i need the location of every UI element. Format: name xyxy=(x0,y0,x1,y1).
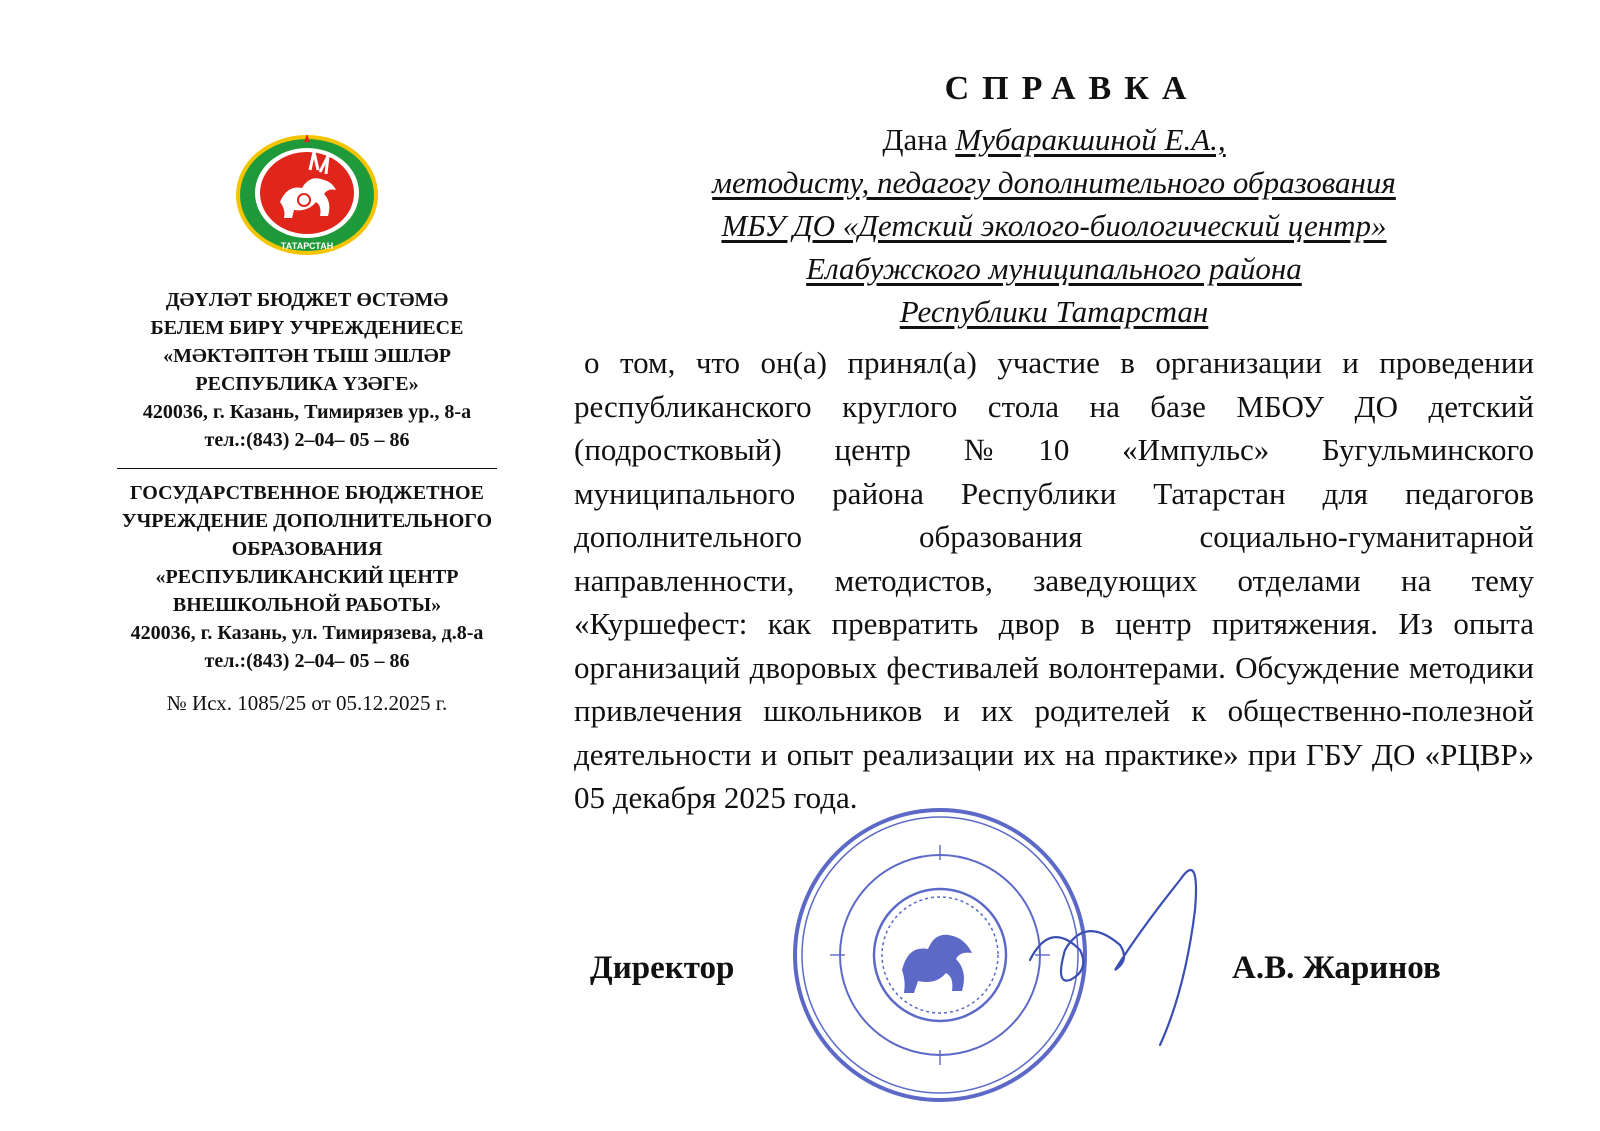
signer-position: Директор xyxy=(590,950,735,986)
given-prefix: Дана xyxy=(882,122,956,157)
russian-org-line: ВНЕШКОЛЬНОЙ РАБОТЫ» xyxy=(172,594,442,616)
divider xyxy=(117,468,497,469)
russian-org-line: ОБРАЗОВАНИЯ xyxy=(231,538,383,560)
recipient-line: МБУ ДО «Детский эколого-биологический центр» xyxy=(721,208,1387,243)
russian-phone: тел.:(843) 2–04– 05 – 86 xyxy=(204,650,410,672)
russian-address: 420036, г. Казань, ул. Тимирязева, д.8-а xyxy=(130,622,484,644)
svg-text:ТАТАРСТАН: ТАТАРСТАН xyxy=(280,241,334,251)
recipient-name-row xyxy=(574,118,1534,161)
tatarstan-emblem-icon xyxy=(232,130,382,260)
tatar-org-line: БЕЛЕМ БИРҮ УЧРЕЖДЕНИЕСЕ xyxy=(150,317,464,339)
tatar-address: 420036, г. Казань, Тимирязев ур., 8-а xyxy=(142,401,472,423)
recipient-line: Елабужского муниципального района xyxy=(806,251,1302,286)
russian-org-line: УЧРЕЖДЕНИЕ ДОПОЛНИТЕЛЬНОГО xyxy=(121,510,493,532)
tatar-org-line: РЕСПУБЛИКА ҮЗӘГЕ» xyxy=(195,373,419,395)
russian-org-line: «РЕСПУБЛИКАНСКИЙ ЦЕНТР xyxy=(155,566,459,588)
tatar-org-line: ДӘҮЛӘТ БЮДЖЕТ ӨСТӘМӘ xyxy=(165,289,449,311)
director-signature xyxy=(1010,820,1230,1060)
russian-org-line: ГОСУДАРСТВЕННОЕ БЮДЖЕТНОЕ xyxy=(130,482,484,504)
certificate-body: о том, что он(а) принял(а) участие в организации и проведении республиканского круглого стола на базе МБОУ ДО детский (подростковый) центр №10 «Импульс» Бугульминского муниципального района Республики Татарстан для педагогов дополнительного образования социально-гуманитарной направленности, методистов, заведующих отделами на тему «Куршефест: как превратить двор в центр притяжения. Из опыта организаций дворовых фестивалей волонтерами. Обсуждение методики привлечения школьников и их родителей к общественно-полезной деятельности и опыт реализации их на практике» при ГБУ ДО «РЦВР» 05 декабря 2025 года. xyxy=(574,345,1534,815)
recipient-line: Республики Татарстан xyxy=(899,294,1209,329)
letterhead xyxy=(72,130,542,717)
recipient-block xyxy=(574,118,1534,333)
document-title: СПРАВКА xyxy=(944,70,1200,107)
tatar-phone: тел.:(843) 2–04– 05 – 86 xyxy=(204,429,410,451)
outgoing-reference: № Исх. 1085/25 от 05.12.2025 г. xyxy=(166,691,448,715)
certificate xyxy=(574,70,1534,820)
signer-name: А.В. Жаринов xyxy=(1232,950,1441,986)
recipient-line: методисту, педагогу дополнительного образования xyxy=(712,165,1396,200)
tatar-org-line: «МӘКТӘПТӘН ТЫШ ЭШЛӘР xyxy=(163,345,451,367)
recipient-name: Мубаракшиной Е.А., xyxy=(955,122,1226,157)
